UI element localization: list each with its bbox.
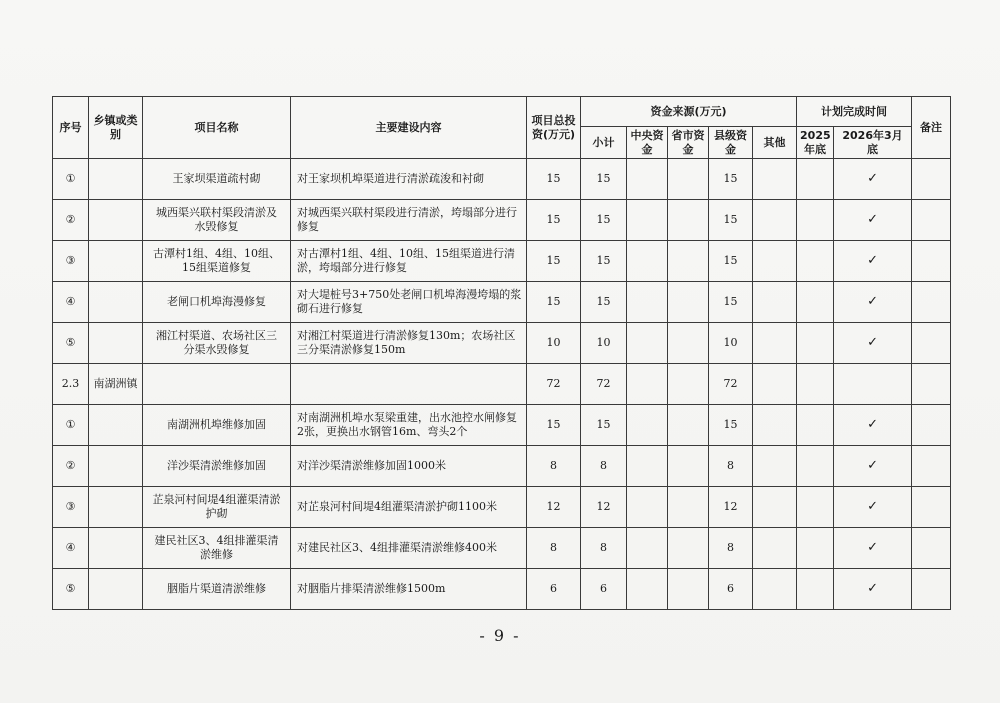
table-row xyxy=(53,528,951,569)
row-provincial xyxy=(668,282,709,323)
row-subtotal: 15 xyxy=(581,241,627,282)
row-subtotal: 15 xyxy=(581,282,627,323)
header-2025: 2025年底 xyxy=(797,127,834,159)
row-central xyxy=(627,241,668,282)
row-provincial xyxy=(668,159,709,200)
row-2026: ✓ xyxy=(834,446,912,487)
row-project-name: 湘江村渠道、农场社区三分渠水毁修复 xyxy=(143,323,291,364)
row-note xyxy=(912,446,951,487)
row-county: 8 xyxy=(709,528,753,569)
row-county: 15 xyxy=(709,241,753,282)
table-row xyxy=(53,159,951,200)
row-2026: ✓ xyxy=(834,405,912,446)
table-row xyxy=(53,487,951,528)
row-2026: ✓ xyxy=(834,200,912,241)
row-note xyxy=(912,487,951,528)
row-central xyxy=(627,323,668,364)
header-project: 项目名称 xyxy=(143,97,291,159)
row-2026: ✓ xyxy=(834,569,912,610)
row-provincial xyxy=(668,487,709,528)
row-other xyxy=(753,200,797,241)
row-project-name: 古潭村1组、4组、10组、15组渠道修复 xyxy=(143,241,291,282)
row-seq: 2.3 xyxy=(53,364,89,405)
table-row xyxy=(53,282,951,323)
table-row xyxy=(53,405,951,446)
row-2026: ✓ xyxy=(834,282,912,323)
row-project-name xyxy=(143,364,291,405)
row-note xyxy=(912,241,951,282)
header-note: 备注 xyxy=(912,97,951,159)
row-other xyxy=(753,241,797,282)
row-county: 10 xyxy=(709,323,753,364)
row-2025 xyxy=(797,487,834,528)
row-town: 南湖洲镇 xyxy=(89,364,143,405)
row-subtotal: 72 xyxy=(581,364,627,405)
row-town xyxy=(89,241,143,282)
table-row xyxy=(53,569,951,610)
project-table xyxy=(52,96,951,610)
row-total: 15 xyxy=(527,159,581,200)
header-provincial: 省市资金 xyxy=(668,127,709,159)
table-row xyxy=(53,364,951,405)
row-town xyxy=(89,282,143,323)
row-central xyxy=(627,200,668,241)
page-number: - 9 - xyxy=(479,626,521,645)
row-other xyxy=(753,405,797,446)
row-town xyxy=(89,159,143,200)
row-seq: ⑤ xyxy=(53,323,89,364)
row-project-name: 老闸口机埠海漫修复 xyxy=(143,282,291,323)
header-schedule: 计划完成时间 xyxy=(797,97,912,127)
row-2026: ✓ xyxy=(834,241,912,282)
row-provincial xyxy=(668,241,709,282)
header-other: 其他 xyxy=(753,127,797,159)
row-other xyxy=(753,323,797,364)
row-subtotal: 8 xyxy=(581,528,627,569)
row-note xyxy=(912,569,951,610)
header-town: 乡镇或类别 xyxy=(89,97,143,159)
table-row xyxy=(53,241,951,282)
header-central: 中央资金 xyxy=(627,127,668,159)
row-provincial xyxy=(668,405,709,446)
row-seq: ③ xyxy=(53,241,89,282)
row-content: 对洋沙渠清淤维修加固1000米 xyxy=(291,446,527,487)
row-seq: ③ xyxy=(53,487,89,528)
row-seq: ⑤ xyxy=(53,569,89,610)
row-content: 对古潭村1组、4组、10组、15组渠道进行清淤，垮塌部分进行修复 xyxy=(291,241,527,282)
row-2025 xyxy=(797,200,834,241)
row-town xyxy=(89,569,143,610)
row-2025 xyxy=(797,364,834,405)
row-town xyxy=(89,200,143,241)
row-seq: ④ xyxy=(53,282,89,323)
row-town xyxy=(89,446,143,487)
row-note xyxy=(912,405,951,446)
row-town xyxy=(89,405,143,446)
row-content: 对建民社区3、4组排灌渠清淤维修400米 xyxy=(291,528,527,569)
row-town xyxy=(89,487,143,528)
row-2026: ✓ xyxy=(834,528,912,569)
row-content: 对胭脂片排渠清淤维修1500m xyxy=(291,569,527,610)
row-project-name: 洋沙渠清淤维修加固 xyxy=(143,446,291,487)
row-total: 15 xyxy=(527,200,581,241)
row-central xyxy=(627,446,668,487)
row-subtotal: 12 xyxy=(581,487,627,528)
row-central xyxy=(627,364,668,405)
row-seq: ④ xyxy=(53,528,89,569)
row-subtotal: 10 xyxy=(581,323,627,364)
row-provincial xyxy=(668,446,709,487)
row-subtotal: 15 xyxy=(581,200,627,241)
row-project-name: 南湖洲机埠维修加固 xyxy=(143,405,291,446)
table-row xyxy=(53,200,951,241)
header-total: 项目总投资(万元) xyxy=(527,97,581,159)
row-county: 15 xyxy=(709,200,753,241)
row-other xyxy=(753,446,797,487)
table-row xyxy=(53,446,951,487)
row-project-name: 胭脂片渠道清淤维修 xyxy=(143,569,291,610)
row-seq: ② xyxy=(53,446,89,487)
row-note xyxy=(912,364,951,405)
row-subtotal: 15 xyxy=(581,405,627,446)
row-subtotal: 15 xyxy=(581,159,627,200)
row-2025 xyxy=(797,323,834,364)
row-note xyxy=(912,200,951,241)
row-project-name: 建民社区3、4组排灌渠清淤维修 xyxy=(143,528,291,569)
row-provincial xyxy=(668,200,709,241)
row-central xyxy=(627,405,668,446)
row-2025 xyxy=(797,528,834,569)
row-seq: ① xyxy=(53,405,89,446)
row-other xyxy=(753,364,797,405)
row-other xyxy=(753,159,797,200)
row-total: 72 xyxy=(527,364,581,405)
row-2025 xyxy=(797,446,834,487)
row-county: 12 xyxy=(709,487,753,528)
row-other xyxy=(753,569,797,610)
row-county: 15 xyxy=(709,405,753,446)
row-2026 xyxy=(834,364,912,405)
row-total: 15 xyxy=(527,241,581,282)
row-total: 12 xyxy=(527,487,581,528)
row-2025 xyxy=(797,282,834,323)
row-total: 15 xyxy=(527,282,581,323)
row-other xyxy=(753,487,797,528)
row-central xyxy=(627,487,668,528)
header-2026: 2026年3月底 xyxy=(834,127,912,159)
row-2025 xyxy=(797,405,834,446)
table-row xyxy=(53,323,951,364)
row-note xyxy=(912,323,951,364)
row-provincial xyxy=(668,528,709,569)
row-content: 对湘江村渠道进行清淤修复130m；农场社区三分渠清淤修复150m xyxy=(291,323,527,364)
row-project-name: 芷泉河村间堤4组灌渠清淤护砌 xyxy=(143,487,291,528)
row-provincial xyxy=(668,323,709,364)
row-note xyxy=(912,528,951,569)
header-funding: 资金来源(万元) xyxy=(581,97,797,127)
row-project-name: 城西渠兴联村渠段清淤及水毁修复 xyxy=(143,200,291,241)
row-2025 xyxy=(797,241,834,282)
header-seq: 序号 xyxy=(53,97,89,159)
row-content xyxy=(291,364,527,405)
row-provincial xyxy=(668,569,709,610)
header-content: 主要建设内容 xyxy=(291,97,527,159)
row-content: 对大堤桩号3+750处老闸口机埠海漫垮塌的浆砌石进行修复 xyxy=(291,282,527,323)
row-other xyxy=(753,528,797,569)
row-2025 xyxy=(797,159,834,200)
row-total: 6 xyxy=(527,569,581,610)
row-total: 8 xyxy=(527,528,581,569)
row-2026: ✓ xyxy=(834,159,912,200)
row-seq: ② xyxy=(53,200,89,241)
row-central xyxy=(627,528,668,569)
header-county: 县级资金 xyxy=(709,127,753,159)
row-county: 8 xyxy=(709,446,753,487)
row-seq: ① xyxy=(53,159,89,200)
row-content: 对南湖洲机埠水泵梁重建，出水池控水闸修复2张，更换出水钢管16m、弯头2个 xyxy=(291,405,527,446)
row-project-name: 王家坝渠道疏村砌 xyxy=(143,159,291,200)
row-note xyxy=(912,159,951,200)
row-total: 10 xyxy=(527,323,581,364)
row-note xyxy=(912,282,951,323)
row-content: 对城西渠兴联村渠段进行清淤，垮塌部分进行修复 xyxy=(291,200,527,241)
row-total: 15 xyxy=(527,405,581,446)
row-other xyxy=(753,282,797,323)
row-2025 xyxy=(797,569,834,610)
row-subtotal: 8 xyxy=(581,446,627,487)
row-town xyxy=(89,528,143,569)
row-county: 72 xyxy=(709,364,753,405)
row-county: 15 xyxy=(709,159,753,200)
row-2026: ✓ xyxy=(834,487,912,528)
row-central xyxy=(627,282,668,323)
row-content: 对王家坝机埠渠道进行清淤疏浚和衬砌 xyxy=(291,159,527,200)
header-subtotal: 小计 xyxy=(581,127,627,159)
table-body xyxy=(53,159,951,610)
row-content: 对芷泉河村间堤4组灌渠清淤护砌1100米 xyxy=(291,487,527,528)
row-2026: ✓ xyxy=(834,323,912,364)
row-provincial xyxy=(668,364,709,405)
row-central xyxy=(627,159,668,200)
row-central xyxy=(627,569,668,610)
row-county: 15 xyxy=(709,282,753,323)
row-subtotal: 6 xyxy=(581,569,627,610)
row-total: 8 xyxy=(527,446,581,487)
row-town xyxy=(89,323,143,364)
row-county: 6 xyxy=(709,569,753,610)
